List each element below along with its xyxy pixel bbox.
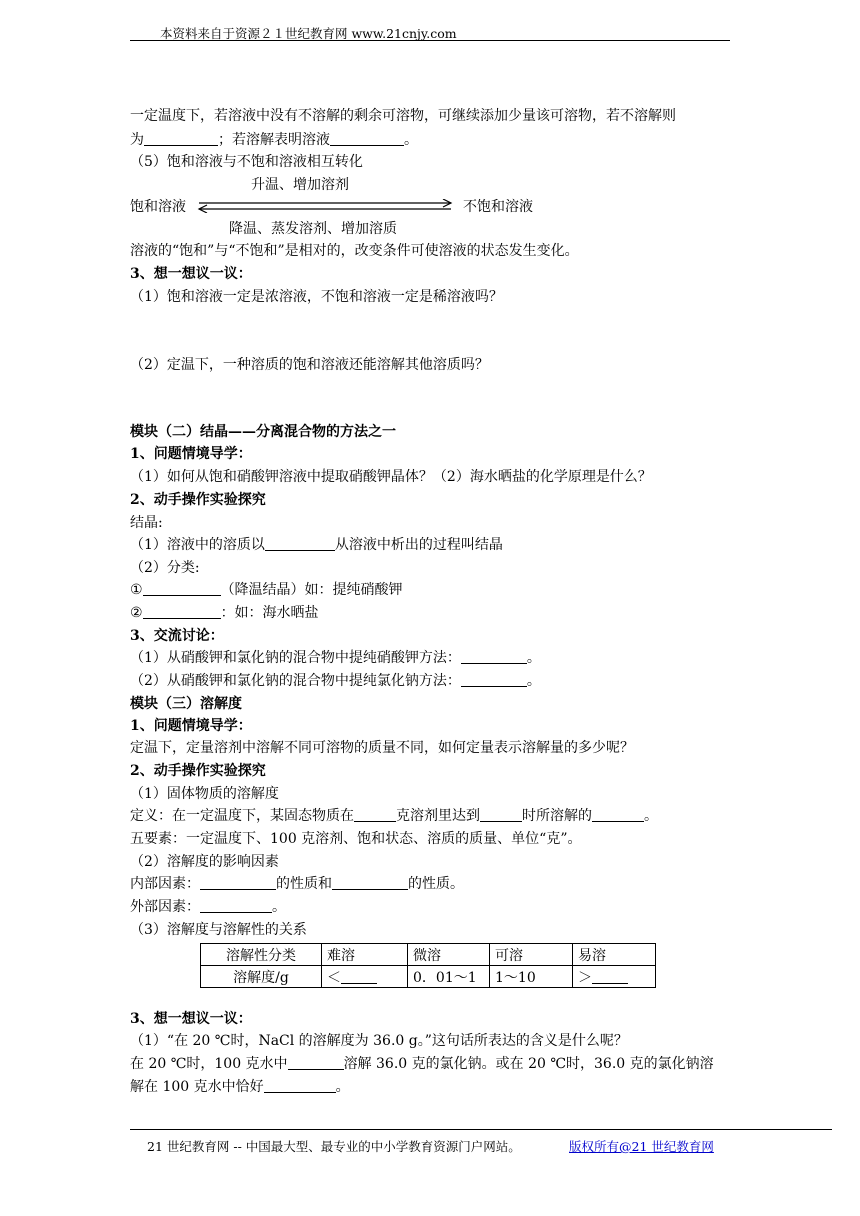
paragraph: （2）溶解度的影响因素 [130,854,279,870]
table-cell [322,966,408,988]
paragraph [130,648,541,668]
conversion-right-label: 不饱和溶液 [463,199,533,215]
text: 。 [644,808,658,824]
text: ＜ [327,969,341,986]
conversion-left-label: 饱和溶液 [130,199,186,215]
paragraph [130,671,541,691]
subheading: （5）饱和溶液与不饱和溶液相互转化 [130,154,363,170]
blank[interactable] [592,806,644,822]
text: 内部因素： [130,876,200,892]
table-cell: 可溶 [490,944,573,966]
text: 一定温度下，若溶液中没有不溶解的剩余可溶物，可继续添加少量该可溶物，若不溶解则 [130,108,676,124]
double-arrow-icon [195,199,455,213]
blank[interactable] [200,874,276,890]
footer-divider [130,1129,832,1130]
paragraph [130,580,403,600]
paragraph: 结晶: [130,515,163,531]
text: 溶解 36.0 克的氯化钠。或在 20 ℃时，36.0 克的氯化钠溶 [343,1056,714,1072]
text: 克溶剂里达到 [396,808,480,824]
question: （2）定温下，一种溶质的饱和溶液还能溶解其他溶质吗？ [130,357,489,373]
blank[interactable] [480,806,522,822]
table-cell: 难溶 [322,944,408,966]
blank[interactable] [200,897,272,913]
section-heading: 3、想一想议一议： [130,266,252,282]
footer-copyright-link[interactable]: 版权所有@21 世纪教育网 [569,1139,714,1154]
blank[interactable] [143,580,221,596]
paragraph [130,130,418,150]
text: （2）从硝酸钾和氯化钠的混合物中提纯氯化钠方法： [130,673,461,689]
blank[interactable] [265,535,335,551]
paragraph [130,1054,714,1074]
section-heading: 3、交流讨论： [130,628,224,644]
blank[interactable] [143,603,221,619]
paragraph [130,535,503,555]
paragraph: 定温下，定量溶剂中溶解不同可溶物的质量不同，如何定量表示溶解量的多少呢？ [130,740,634,756]
blank[interactable] [332,874,408,890]
text: （1）溶液中的溶质以 [130,537,265,553]
text: 。 [526,650,541,666]
text: 。 [335,1079,350,1095]
blank[interactable] [341,968,377,984]
paragraph [130,1077,350,1097]
question: （1）如何从饱和硝酸钾溶液中提取硝酸钾晶体？（2）海水晒盐的化学原理是什么？ [130,469,652,485]
text: ① [130,582,143,598]
blank[interactable] [461,671,527,687]
blank[interactable] [330,130,404,146]
text: 。 [526,673,541,689]
paragraph [130,874,464,894]
section-heading: 2、动手操作实验探究 [130,763,266,779]
question: （1）“在 20 ℃时，NaCl 的溶解度为 36.0 g。”这句话所表达的含义是什么呢？ [130,1033,628,1049]
paragraph: 五要素：一定温度下、100 克溶剂、饱和状态、溶质的质量、单位“克”。 [130,831,582,847]
page-header [130,22,730,41]
paragraph [130,106,676,126]
text: （降温结晶）如：提纯硝酸钾 [220,582,403,598]
question: （1）饱和溶液一定是浓溶液，不饱和溶液一定是稀溶液吗？ [130,289,503,305]
table-cell: 易溶 [573,944,656,966]
table-row [201,944,656,966]
text: 。 [404,132,418,148]
table-cell [573,966,656,988]
blank[interactable] [264,1077,336,1093]
paragraph [130,806,658,826]
footer-text: 21 世纪教育网 -- 中国最大型、最专业的中小学教育资源门户网站。 [147,1139,521,1154]
blank[interactable] [144,130,218,146]
blank[interactable] [354,806,396,822]
text: 定义：在一定温度下，某固态物质在 [130,808,354,824]
section-heading: 1、问题情境导学： [130,446,252,462]
text: 。 [272,899,286,915]
table-cell: 溶解度/g [201,966,322,988]
text: 解在 100 克水中恰好 [130,1079,264,1095]
module-heading: 模块（三）溶解度 [130,696,242,712]
paragraph: 溶液的“饱和”与“不饱和”是相对的，改变条件可使溶液的状态发生变化。 [130,243,579,259]
conversion-top-label: 升温、增加溶剂 [251,177,349,193]
text: 的性质。 [408,876,464,892]
conversion-bottom-label: 降温、蒸发溶剂、增加溶质 [229,221,397,237]
header-text: 本资料来自于资源２１世纪教育网 www.21cnjy.com [160,26,457,41]
section-heading: 3、想一想议一议： [130,1011,252,1027]
paragraph: （3）溶解度与溶解性的关系 [130,922,307,938]
text: 的性质和 [276,876,332,892]
text: 为 [130,132,144,148]
paragraph: （1）固体物质的溶解度 [130,786,279,802]
table-row [201,966,656,988]
text: 外部因素： [130,899,200,915]
blank[interactable] [461,648,527,664]
text: ：如：海水晒盐 [220,605,319,621]
table-cell: 1～10 [490,966,573,988]
table-cell: 溶解性分类 [201,944,322,966]
paragraph [130,603,319,623]
text: 时所溶解的 [522,808,592,824]
section-heading: 2、动手操作实验探究 [130,492,266,508]
text: ；若溶解表明溶液 [218,132,330,148]
text: 在 20 ℃时，100 克水中 [130,1056,288,1072]
text: ＞ [578,969,592,986]
text: 从溶液中析出的过程叫结晶 [334,537,503,553]
solubility-table [200,943,656,988]
paragraph: （2）分类: [130,560,200,576]
table-cell: 微溶 [408,944,490,966]
table-cell: 0．01～1 [408,966,490,988]
text: ② [130,605,143,621]
section-heading: 1、问题情境导学： [130,718,252,734]
module-heading: 模块（二）结晶——分离混合物的方法之一 [130,424,396,440]
blank[interactable] [592,968,628,984]
blank[interactable] [288,1054,344,1070]
paragraph [130,897,286,917]
text: （1）从硝酸钾和氯化钠的混合物中提纯硝酸钾方法： [130,650,461,666]
